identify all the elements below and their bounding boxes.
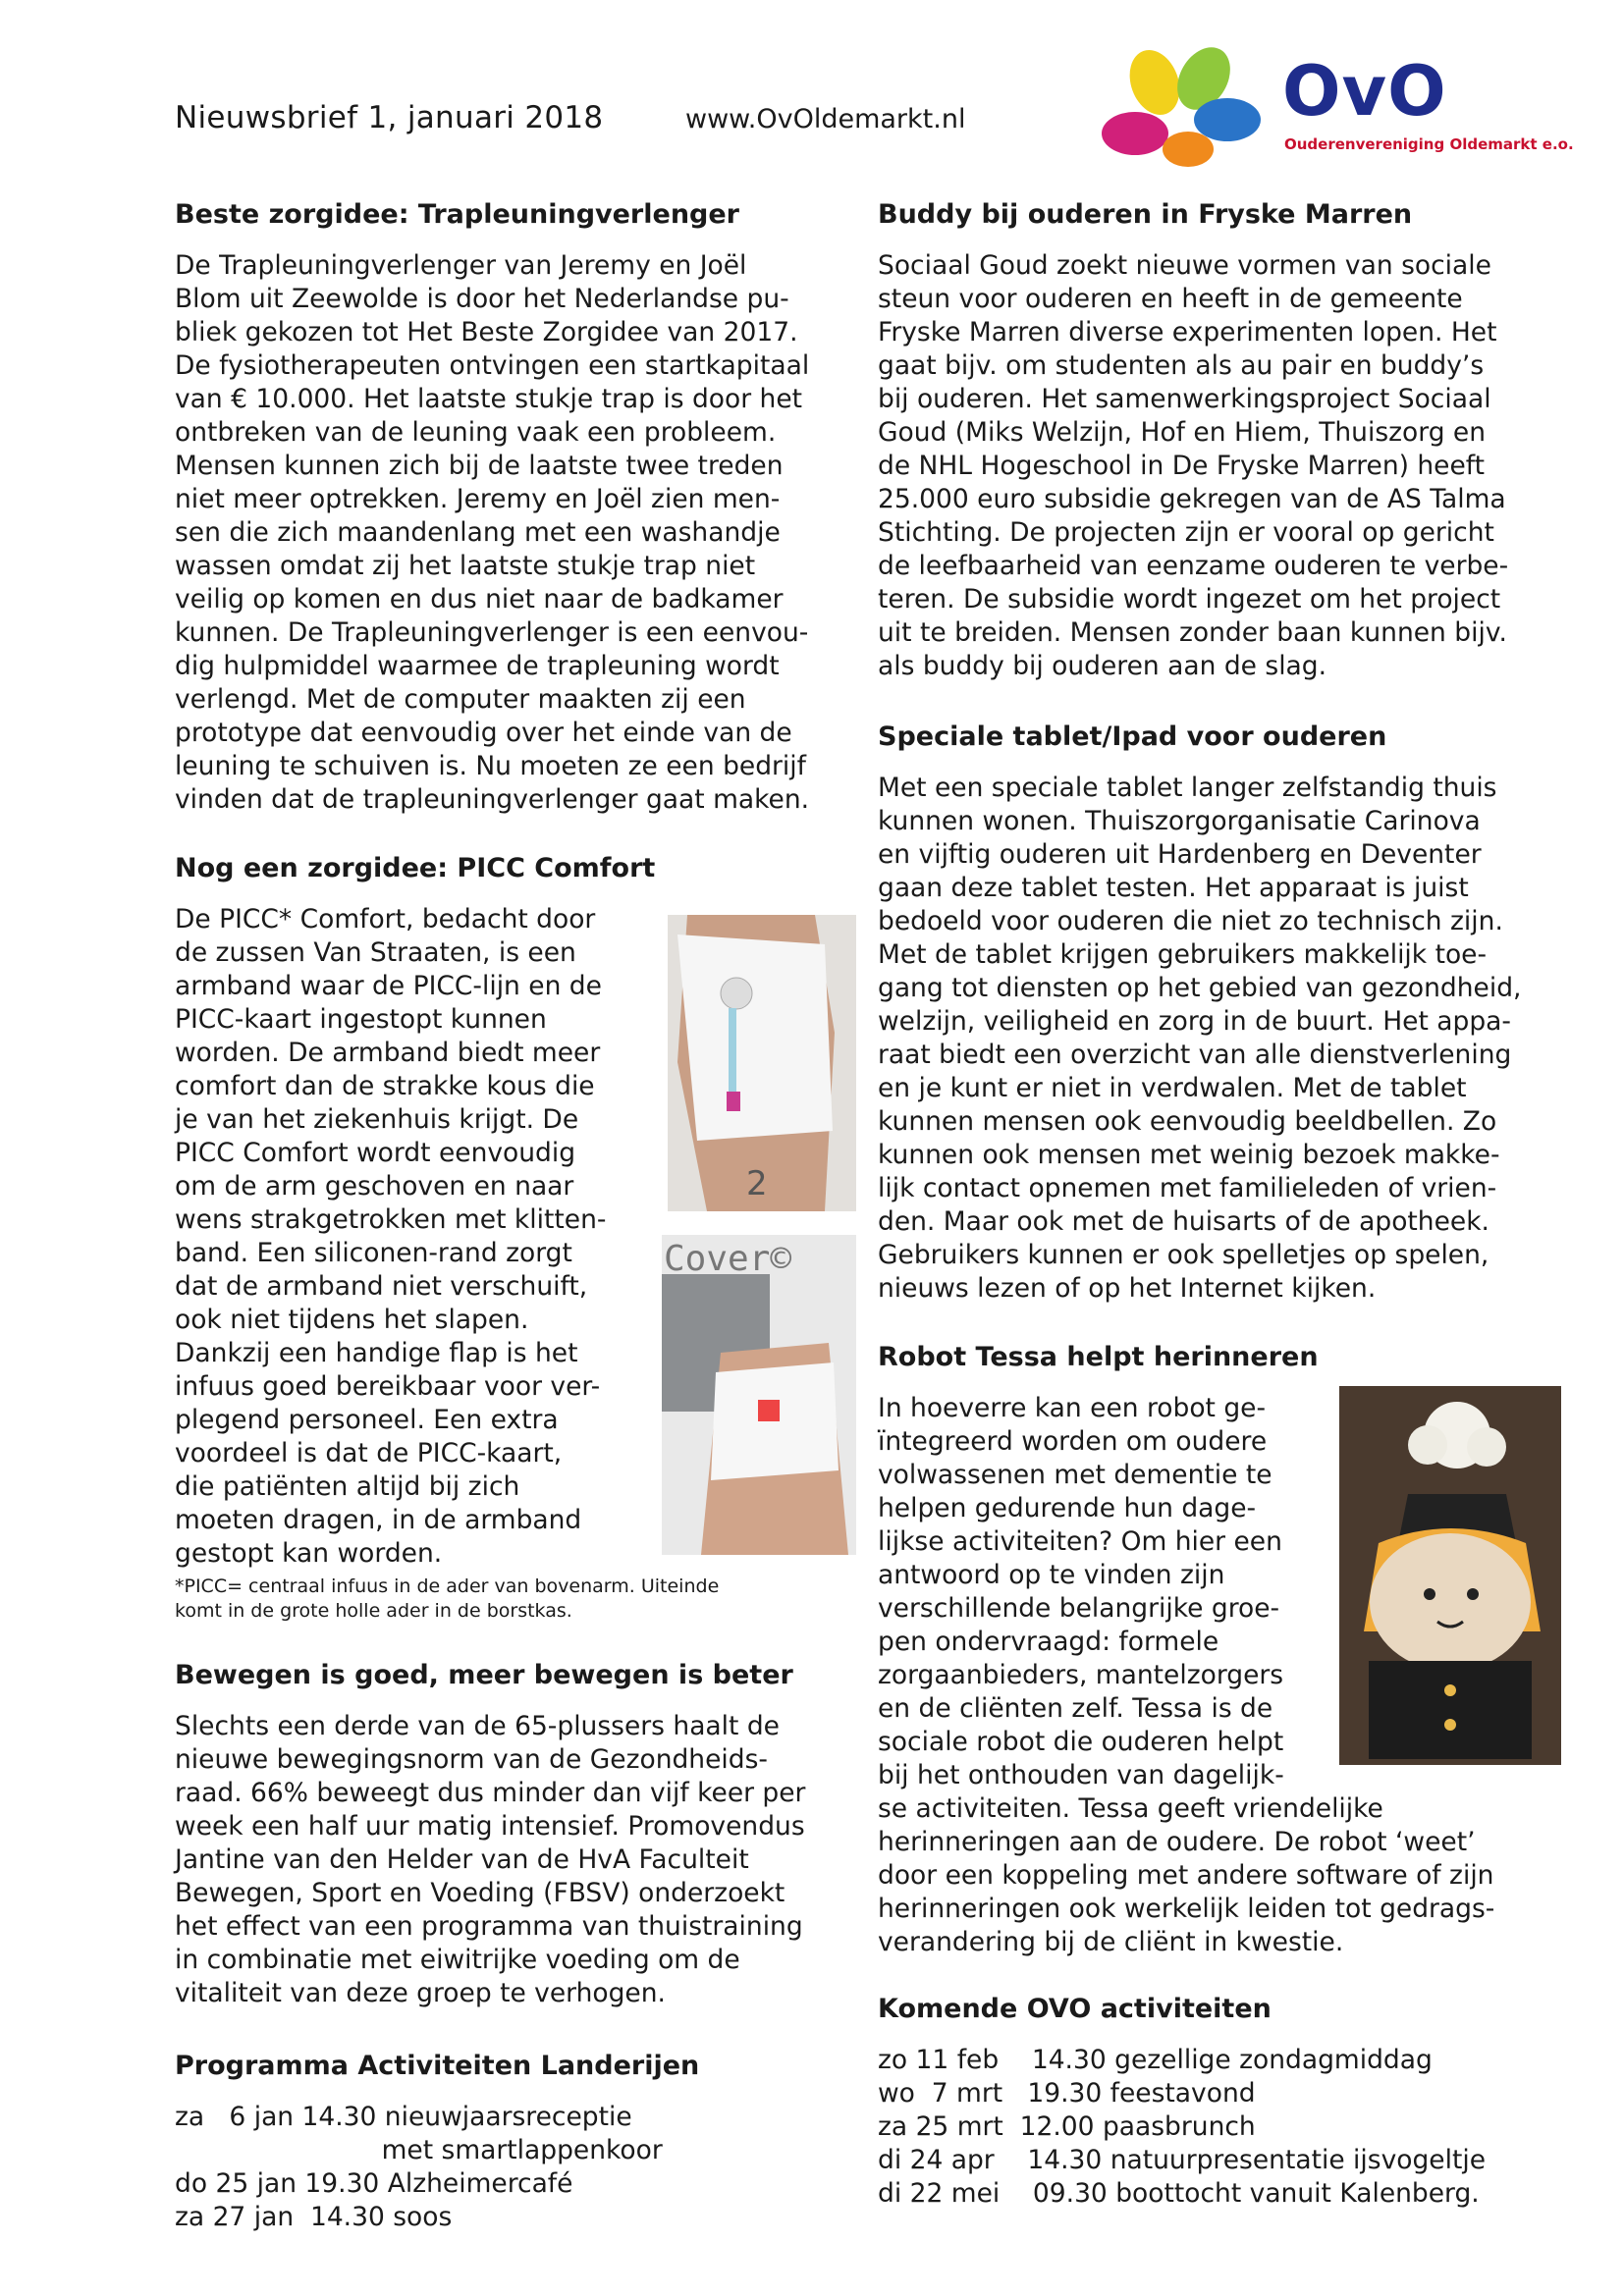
text-line: In hoeverre kan een robot ge- (878, 1393, 1267, 1423)
text-line: herinneringen aan de oudere. De robot ‘weet’ (878, 1827, 1476, 1857)
text-line: armband waar de PICC-lijn en de (175, 971, 602, 1001)
text-line: Gebruikers kunnen er ook spelletjes op spelen, (878, 1240, 1489, 1270)
text-line: en de cliënten zelf. Tessa is de (878, 1693, 1273, 1724)
photo-label: Cover© (664, 1239, 792, 1279)
schedule-row: wo 7 mrt 19.30 feestavond (878, 2078, 1256, 2109)
text-line: de NHL Hogeschool in De Fryske Marren) heeft (878, 451, 1486, 481)
schedule-row: za 27 jan 14.30 soos (175, 2202, 453, 2232)
text-line: raat biedt een overzicht van alle dienstverlening (878, 1040, 1512, 1070)
ovo-logo (1098, 39, 1574, 167)
text-line: lijkse activiteiten? Om hier een (878, 1526, 1282, 1557)
text-line: Sociaal Goud zoekt nieuwe vormen van sociale (878, 250, 1491, 281)
text-line: sociale robot die ouderen helpt (878, 1727, 1284, 1757)
schedule-row: zo 11 feb 14.30 gezellige zondagmiddag (878, 2045, 1433, 2075)
text-line: moeten dragen, in de armband (175, 1505, 582, 1535)
text-line: van € 10.000. Het laatste stukje trap is door het (175, 384, 803, 414)
logo-wordmark: OvO (1282, 51, 1447, 132)
text-line: De fysiotherapeuten ontvingen een startkapitaal (175, 350, 810, 381)
article-body (175, 249, 862, 817)
text-line: voordeel is dat de PICC-kaart, (175, 1438, 563, 1468)
text-line: verandering bij de cliënt in kwestie. (878, 1927, 1344, 1957)
text-line: kunnen ook mensen met weinig bezoek makke- (878, 1140, 1500, 1170)
text-line: nieuws lezen of op het Internet kijken. (878, 1273, 1377, 1304)
text-line: vitaliteit van deze groep te verhogen. (175, 1978, 666, 2008)
text-line: Goud (Miks Welzijn, Hof en Hiem, Thuiszorg en (878, 417, 1487, 448)
footnote-line: komt in de grote holle ader in de borstkas. (175, 1600, 572, 1622)
text-line: Stichting. De projecten zijn er vooral op gericht (878, 517, 1494, 548)
text-line: zorgaanbieders, mantelzorgers (878, 1660, 1284, 1690)
text-line: verlengd. Met de computer maakten zij een (175, 684, 746, 715)
text-line: gang tot diensten op het gebied van gezondheid, (878, 973, 1522, 1003)
schedule-list (878, 2044, 1565, 2211)
article-trap (175, 198, 862, 817)
article-title: Nog een zorgidee: PICC Comfort (175, 853, 656, 883)
photo-label: 2 (746, 1164, 768, 1203)
text-line: PICC Comfort wordt eenvoudig (175, 1138, 576, 1168)
text-line: raad. 66% beweegt dus minder dan vijf keer per (175, 1778, 806, 1808)
picc-photo-top (668, 915, 856, 1211)
text-line: niet meer optrekken. Jeremy en Joël zien men- (175, 484, 781, 514)
text-line: band. Een siliconen-rand zorgt (175, 1238, 572, 1268)
text-line: steun voor ouderen en heeft in de gemeente (878, 284, 1463, 314)
text-line: veilig op komen en dus niet naar de badkamer (175, 584, 784, 614)
text-line: bij het onthouden van dagelijk- (878, 1760, 1284, 1790)
article-tablet (878, 721, 1565, 1306)
text-line: ïntegreerd worden om oudere (878, 1426, 1268, 1457)
text-line: en vijftig ouderen uit Hardenberg en Deventer (878, 839, 1482, 870)
text-line: dig hulpmiddel waarmee de trapleuning wordt (175, 651, 780, 681)
text-line: antwoord op te vinden zijn (878, 1560, 1225, 1590)
footnote-line: *PICC= centraal infuus in de ader van bovenarm. Uiteinde (175, 1575, 720, 1597)
text-line: bliek gekozen tot Het Beste Zorgidee van 2017. (175, 317, 798, 347)
article-buddy (878, 198, 1565, 683)
schedule-row: do 25 jan 19.30 Alzheimercafé (175, 2168, 573, 2199)
tessa-robot-photo (1339, 1386, 1561, 1765)
text-line: volwassenen met dementie te (878, 1460, 1272, 1490)
text-line: je van het ziekenhuis krijgt. De (175, 1104, 579, 1135)
text-line: Slechts een derde van de 65-plussers haalt de (175, 1711, 780, 1741)
text-line: ook niet tijdens het slapen. (175, 1305, 529, 1335)
armband-image (668, 915, 856, 1211)
text-line: nieuwe bewegingsnorm van de Gezondheids- (175, 1744, 768, 1775)
text-line: plegend personeel. Een extra (175, 1405, 559, 1435)
article-title: Bewegen is goed, meer bewegen is beter (175, 1660, 793, 1690)
text-line: door een koppeling met andere software of zijn (878, 1860, 1494, 1891)
text-line: kunnen wonen. Thuiszorgorganisatie Carinova (878, 806, 1481, 836)
newsletter-title: Nieuwsbrief 1, januari 2018 (175, 100, 604, 135)
text-line: wassen omdat zij het laatste stukje trap niet (175, 551, 756, 581)
schedule-row: met smartlappenkoor (175, 2135, 663, 2165)
text-line: Fryske Marren diverse experimenten lopen. Het (878, 317, 1497, 347)
footnote (175, 1575, 862, 1624)
text-line: gestopt kan worden. (175, 1538, 443, 1569)
text-line: het effect van een programma van thuistraining (175, 1911, 803, 1942)
text-line: prototype dat eenvoudig over het einde van de (175, 718, 792, 748)
article-title: Komende OVO activiteiten (878, 1994, 1272, 2024)
text-line: wens strakgetrokken met klitten- (175, 1204, 607, 1235)
picc-photo-bottom (662, 1235, 856, 1555)
logo-subtitle: Ouderenvereniging Oldemarkt e.o. (1284, 135, 1574, 153)
text-line: worden. De armband biedt meer (175, 1038, 601, 1068)
text-line: in combinatie met eiwitrijke voeding om de (175, 1945, 740, 1975)
text-line: kunnen mensen ook eenvoudig beeldbellen. Zo (878, 1106, 1497, 1137)
text-line: Mensen kunnen zich bij de laatste twee treden (175, 451, 784, 481)
schedule-list (175, 2101, 862, 2234)
article-title: Buddy bij ouderen in Fryske Marren (878, 199, 1413, 230)
text-line: Met de tablet krijgen gebruikers makkelijk toe- (878, 939, 1488, 970)
text-line: pen ondervraagd: formele (878, 1627, 1219, 1657)
schedule-row: di 24 apr 14.30 natuurpresentatie ijsvogeltje (878, 2145, 1487, 2175)
text-line: als buddy bij ouderen aan de slag. (878, 651, 1327, 681)
article-body (878, 249, 1565, 683)
text-line: sen die zich maandenlang met een washandje (175, 517, 781, 548)
text-line: leuning te schuiven is. Nu moeten ze een bedrijf (175, 751, 806, 781)
text-line: Met een speciale tablet langer zelfstandig thuis (878, 773, 1497, 803)
text-line: den. Maar ook met de huisarts of de apotheek. (878, 1206, 1489, 1237)
text-line: uit te breiden. Mensen zonder baan kunnen bijv. (878, 617, 1507, 648)
text-line: ontbreken van de leuning vaak een probleem. (175, 417, 777, 448)
text-line: en je kunt er niet in verdwalen. Met de tablet (878, 1073, 1467, 1103)
text-line: herinneringen ook werkelijk leiden tot gedrags- (878, 1894, 1495, 1924)
article-ovo-activities (878, 1993, 1565, 2211)
article-title: Programma Activiteiten Landerijen (175, 2051, 700, 2081)
text-line: die patiënten altijd bij zich (175, 1471, 520, 1502)
cover-image (662, 1235, 856, 1555)
article-bewegen (175, 1659, 862, 2010)
text-line: se activiteiten. Tessa geeft vriendelijke (878, 1793, 1383, 1824)
article-title: Speciale tablet/Ipad voor ouderen (878, 721, 1387, 752)
article-landerijen (175, 2050, 862, 2234)
text-line: Blom uit Zeewolde is door het Nederlandse pu- (175, 284, 789, 314)
text-line: gaat bijv. om studenten als au pair en buddy’s (878, 350, 1485, 381)
article-title: Robot Tessa helpt herinneren (878, 1342, 1319, 1372)
robot-image (1339, 1386, 1561, 1765)
text-line: bedoeld voor ouderen die niet zo technisch zijn. (878, 906, 1503, 936)
text-line: Dankzij een handige flap is het (175, 1338, 578, 1368)
text-line: lijk contact opnemen met familieleden of vrien- (878, 1173, 1497, 1203)
article-body (175, 1710, 862, 2010)
text-line: Bewegen, Sport en Voeding (FBSV) onderzoekt (175, 1878, 785, 1908)
schedule-row: za 6 jan 14.30 nieuwjaarsreceptie (175, 2102, 632, 2132)
text-line: De PICC* Comfort, bedacht door (175, 904, 596, 934)
text-line: Jantine van den Helder van de HvA Faculteit (175, 1844, 749, 1875)
text-line: teren. De subsidie wordt ingezet om het project (878, 584, 1501, 614)
article-title: Beste zorgidee: Trapleuningverlenger (175, 199, 739, 230)
article-body (878, 772, 1565, 1306)
text-line: kunnen. De Trapleuningverlenger is een eenvou- (175, 617, 809, 648)
website-url[interactable]: www.OvOldemarkt.nl (685, 104, 966, 134)
text-line: dat de armband niet verschuift, (175, 1271, 588, 1302)
flower-logo-icon (1098, 39, 1274, 167)
text-line: 25.000 euro subsidie gekregen van de AS Talma (878, 484, 1506, 514)
text-line: vinden dat de trapleuningverlenger gaat maken. (175, 784, 810, 815)
text-line: PICC-kaart ingestopt kunnen (175, 1004, 547, 1035)
text-line: de zussen Van Straaten, is een (175, 937, 576, 968)
text-line: verschillende belangrijke groe- (878, 1593, 1280, 1624)
text-line: gaan deze tablet testen. Het apparaat is juist (878, 873, 1469, 903)
text-line: comfort dan de strakke kous die (175, 1071, 595, 1101)
text-line: De Trapleuningverlenger van Jeremy en Joël (175, 250, 747, 281)
text-line: om de arm geschoven en naar (175, 1171, 574, 1201)
text-line: week een half uur matig intensief. Promovendus (175, 1811, 805, 1842)
schedule-row: di 22 mei 09.30 boottocht vanuit Kalenberg. (878, 2178, 1480, 2209)
text-line: helpen gedurende hun dage- (878, 1493, 1257, 1523)
text-line: bij ouderen. Het samenwerkingsproject Sociaal (878, 384, 1491, 414)
text-line: infuus goed bereikbaar voor ver- (175, 1371, 601, 1402)
text-line: welzijn, veiligheid en zorg in de buurt. Het appa- (878, 1006, 1511, 1037)
text-line: de leefbaarheid van eenzame ouderen te verbe- (878, 551, 1509, 581)
schedule-row: za 25 mrt 12.00 paasbrunch (878, 2111, 1256, 2142)
